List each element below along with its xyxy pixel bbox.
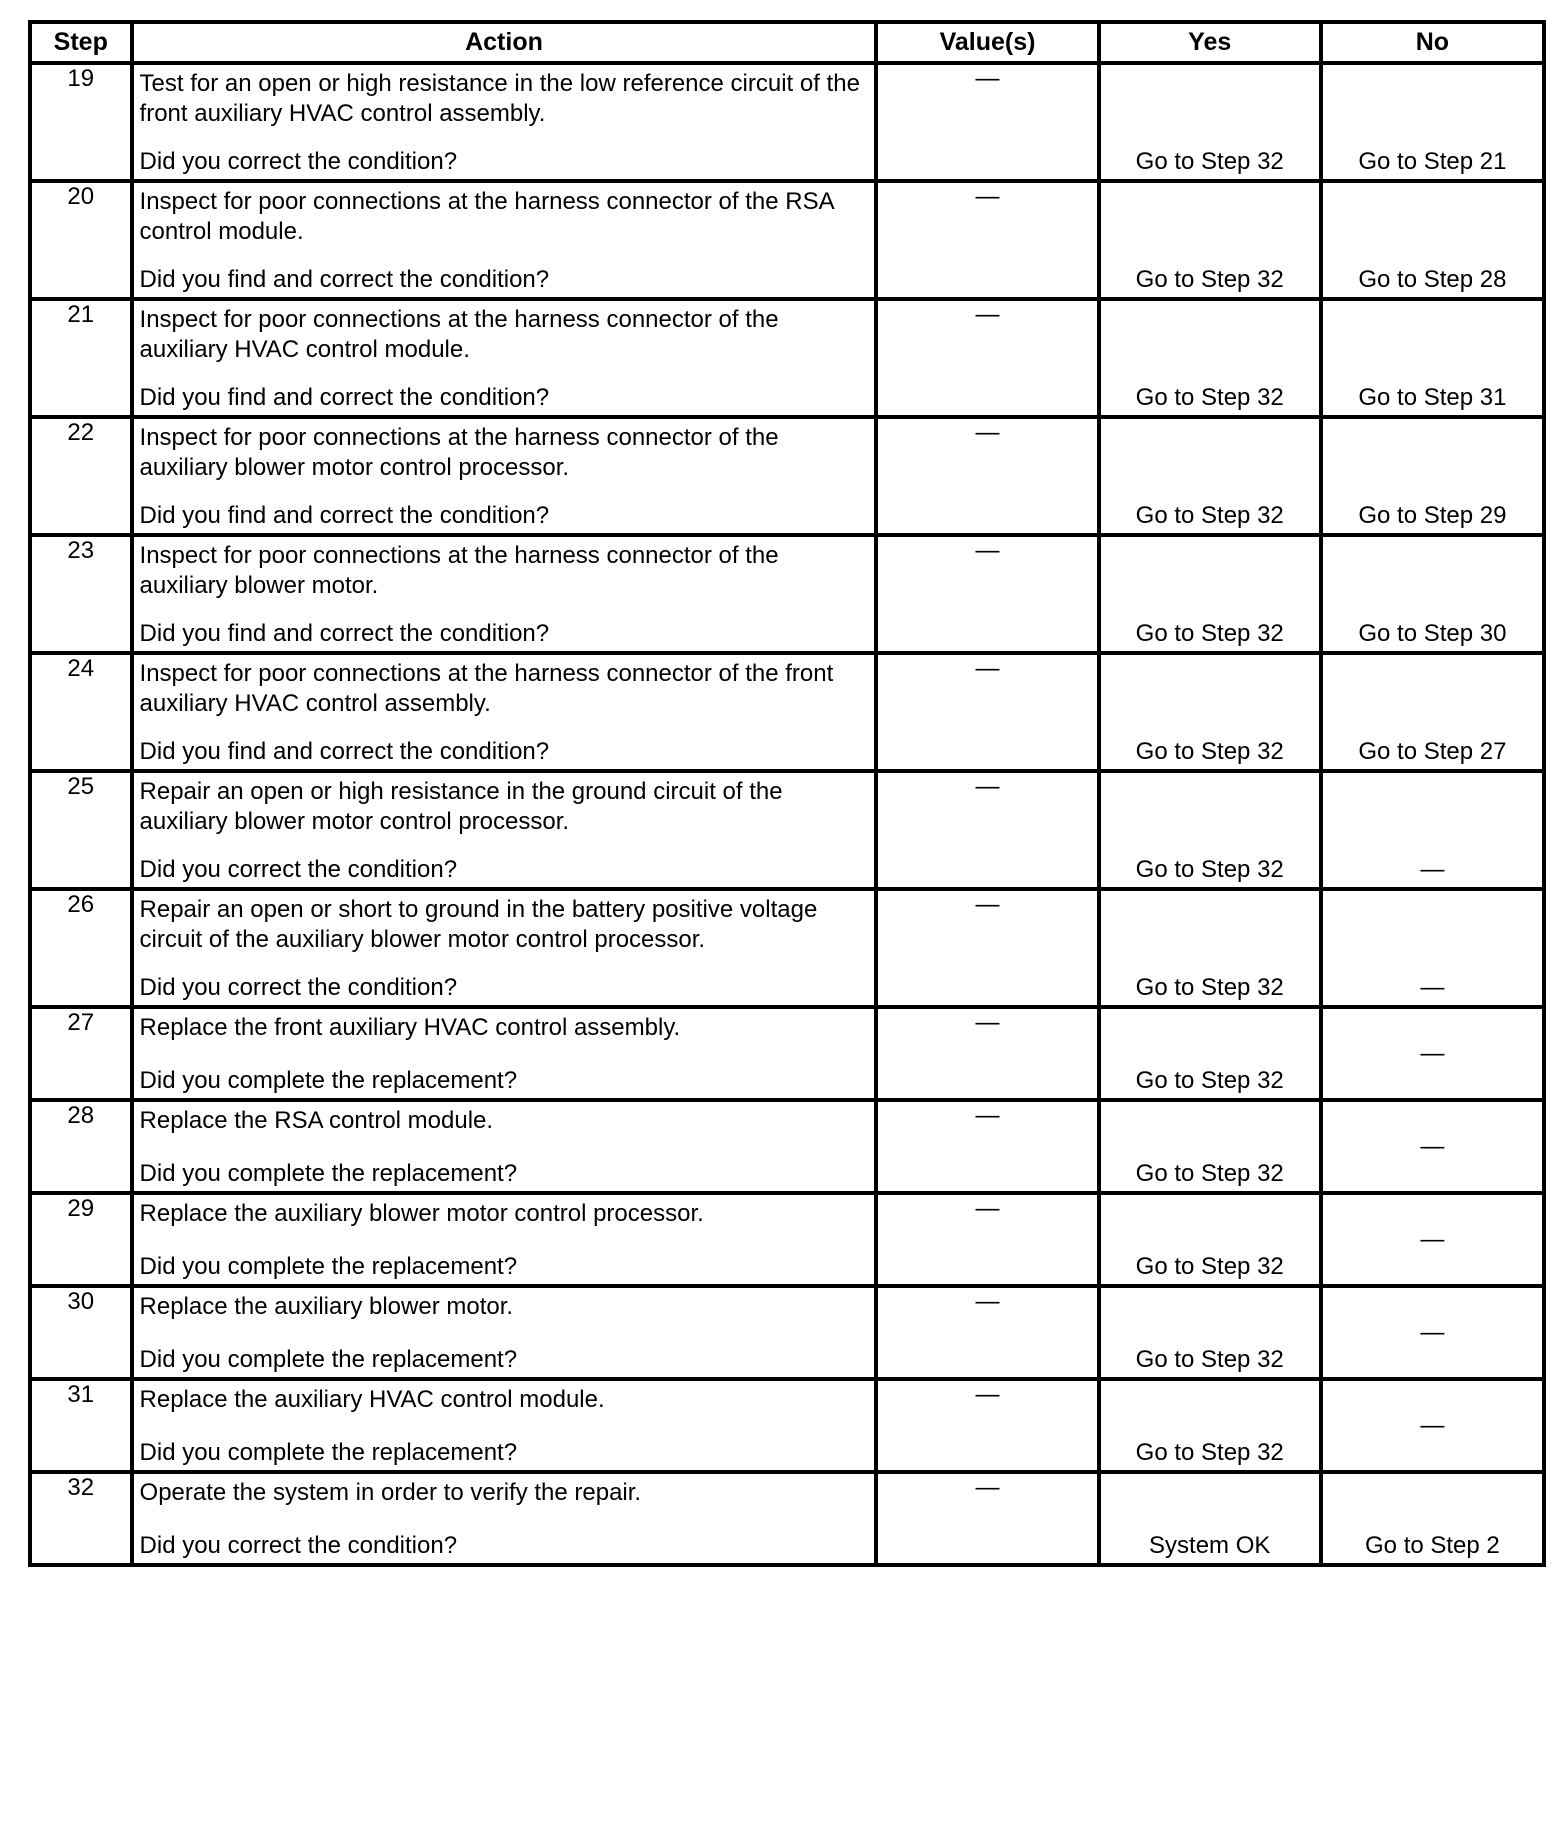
table-row bbox=[30, 771, 1544, 889]
value-cell bbox=[876, 1286, 1098, 1379]
action-question: Did you find and correct the condition? bbox=[139, 502, 550, 529]
action-question: Did you correct the condition? bbox=[139, 974, 458, 1001]
table-row bbox=[30, 653, 1544, 771]
action-content bbox=[134, 655, 875, 769]
action-description: Replace the auxiliary HVAC control module. bbox=[139, 1386, 605, 1413]
no-cell bbox=[1321, 417, 1544, 535]
yes-cell bbox=[1099, 1472, 1321, 1565]
no-cell bbox=[1321, 535, 1544, 653]
no-link: — bbox=[1420, 1039, 1445, 1067]
header-values: Value(s) bbox=[876, 22, 1098, 63]
action-description: Test for an open or high resistance in the low reference circuit of the front auxiliary HVAC control assembly. bbox=[139, 70, 860, 127]
value-cell bbox=[876, 299, 1098, 417]
value-dash: — bbox=[975, 1009, 1000, 1036]
table-row bbox=[30, 1193, 1544, 1286]
yes-link: Go to Step 32 bbox=[1135, 384, 1284, 411]
action-content bbox=[134, 1009, 875, 1098]
yes-content bbox=[1101, 773, 1319, 887]
no-link: Go to Step 30 bbox=[1358, 620, 1507, 647]
value-dash: — bbox=[975, 773, 1000, 800]
step-number: 22 bbox=[67, 419, 95, 446]
table-row bbox=[30, 1007, 1544, 1100]
no-link: — bbox=[1420, 1411, 1445, 1439]
table-row bbox=[30, 181, 1544, 299]
step-number-cell bbox=[30, 653, 132, 771]
step-number: 30 bbox=[67, 1288, 95, 1315]
no-content bbox=[1323, 891, 1542, 1005]
yes-content bbox=[1101, 301, 1319, 415]
no-cell bbox=[1321, 1100, 1544, 1193]
yes-content bbox=[1101, 537, 1319, 651]
action-description: Replace the auxiliary blower motor control processor. bbox=[139, 1200, 704, 1227]
action-cell bbox=[132, 299, 877, 417]
step-number-cell bbox=[30, 1100, 132, 1193]
no-link: Go to Step 31 bbox=[1358, 384, 1507, 411]
step-number: 32 bbox=[67, 1474, 95, 1501]
yes-cell bbox=[1099, 1286, 1321, 1379]
action-question: Did you find and correct the condition? bbox=[139, 384, 550, 411]
no-cell bbox=[1321, 299, 1544, 417]
value-dash: — bbox=[975, 1474, 1000, 1501]
yes-content bbox=[1101, 1102, 1319, 1191]
step-number-cell bbox=[30, 889, 132, 1007]
value-dash: — bbox=[975, 301, 1000, 328]
yes-link: Go to Step 32 bbox=[1135, 1160, 1284, 1187]
value-dash: — bbox=[975, 1381, 1000, 1408]
action-cell bbox=[132, 1007, 877, 1100]
yes-link: Go to Step 32 bbox=[1135, 1253, 1284, 1280]
yes-content bbox=[1101, 655, 1319, 769]
yes-cell bbox=[1099, 535, 1321, 653]
action-question: Did you find and correct the condition? bbox=[139, 620, 550, 647]
table-row bbox=[30, 1379, 1544, 1472]
no-link: Go to Step 29 bbox=[1358, 502, 1507, 529]
action-question: Did you complete the replacement? bbox=[139, 1067, 518, 1094]
no-cell bbox=[1321, 653, 1544, 771]
no-cell bbox=[1321, 771, 1544, 889]
action-cell bbox=[132, 653, 877, 771]
action-content bbox=[134, 183, 875, 297]
no-cell bbox=[1321, 63, 1544, 181]
step-number-cell bbox=[30, 1007, 132, 1100]
no-link: — bbox=[1420, 1318, 1445, 1346]
action-description: Inspect for poor connections at the harness connector of the auxiliary blower motor. bbox=[139, 542, 779, 599]
yes-link: Go to Step 32 bbox=[1135, 738, 1284, 765]
yes-link: Go to Step 32 bbox=[1135, 266, 1284, 293]
header-no: No bbox=[1321, 22, 1544, 63]
yes-content bbox=[1101, 1381, 1319, 1470]
action-question: Did you correct the condition? bbox=[139, 148, 458, 175]
diagnostic-steps-table bbox=[28, 20, 1546, 1567]
value-dash: — bbox=[975, 65, 1000, 92]
action-description: Replace the RSA control module. bbox=[139, 1107, 494, 1134]
value-dash: — bbox=[975, 1195, 1000, 1222]
no-cell bbox=[1321, 1379, 1544, 1472]
value-cell bbox=[876, 1193, 1098, 1286]
yes-content bbox=[1101, 65, 1319, 179]
action-cell bbox=[132, 1472, 877, 1565]
action-description: Inspect for poor connections at the harness connector of the auxiliary HVAC control module. bbox=[139, 306, 779, 363]
value-cell bbox=[876, 417, 1098, 535]
action-question: Did you correct the condition? bbox=[139, 856, 458, 883]
value-dash: — bbox=[975, 419, 1000, 446]
yes-content bbox=[1101, 1195, 1319, 1284]
value-cell bbox=[876, 771, 1098, 889]
step-number-cell bbox=[30, 771, 132, 889]
step-number-cell bbox=[30, 1193, 132, 1286]
yes-cell bbox=[1099, 653, 1321, 771]
action-description: Replace the auxiliary blower motor. bbox=[139, 1293, 514, 1320]
action-cell bbox=[132, 1286, 877, 1379]
no-link: — bbox=[1420, 856, 1445, 883]
yes-cell bbox=[1099, 1193, 1321, 1286]
action-cell bbox=[132, 1193, 877, 1286]
yes-link: Go to Step 32 bbox=[1135, 856, 1284, 883]
yes-content bbox=[1101, 1288, 1319, 1377]
action-description: Replace the front auxiliary HVAC control assembly. bbox=[139, 1014, 681, 1041]
action-cell bbox=[132, 889, 877, 1007]
no-link: Go to Step 28 bbox=[1358, 266, 1507, 293]
step-number-cell bbox=[30, 417, 132, 535]
no-link: Go to Step 2 bbox=[1365, 1532, 1500, 1559]
header-step: Step bbox=[30, 22, 132, 63]
no-content bbox=[1323, 65, 1542, 179]
yes-link: Go to Step 32 bbox=[1135, 1346, 1284, 1373]
action-cell bbox=[132, 181, 877, 299]
value-cell bbox=[876, 535, 1098, 653]
action-question: Did you complete the replacement? bbox=[139, 1439, 518, 1466]
action-description: Repair an open or short to ground in the battery positive voltage circuit of the auxiliary blower motor control processor. bbox=[139, 896, 818, 953]
step-number: 27 bbox=[67, 1009, 95, 1036]
action-description: Operate the system in order to verify the repair. bbox=[139, 1479, 642, 1506]
table-row bbox=[30, 535, 1544, 653]
step-number-cell bbox=[30, 181, 132, 299]
yes-content bbox=[1101, 183, 1319, 297]
yes-cell bbox=[1099, 771, 1321, 889]
table-row bbox=[30, 417, 1544, 535]
no-cell bbox=[1321, 181, 1544, 299]
no-cell bbox=[1321, 1472, 1544, 1565]
yes-link: Go to Step 32 bbox=[1135, 148, 1284, 175]
action-cell bbox=[132, 771, 877, 889]
no-link: — bbox=[1420, 1225, 1445, 1253]
step-number-cell bbox=[30, 1379, 132, 1472]
no-content bbox=[1323, 655, 1542, 769]
no-content bbox=[1323, 537, 1542, 651]
action-question: Did you find and correct the condition? bbox=[139, 738, 550, 765]
yes-link: System OK bbox=[1149, 1532, 1271, 1559]
no-cell bbox=[1321, 1007, 1544, 1100]
step-number-cell bbox=[30, 63, 132, 181]
value-cell bbox=[876, 1007, 1098, 1100]
action-cell bbox=[132, 417, 877, 535]
yes-cell bbox=[1099, 1007, 1321, 1100]
yes-content bbox=[1101, 891, 1319, 1005]
header-yes: Yes bbox=[1099, 22, 1321, 63]
action-question: Did you correct the condition? bbox=[139, 1532, 458, 1559]
action-question: Did you complete the replacement? bbox=[139, 1253, 518, 1280]
table-row bbox=[30, 889, 1544, 1007]
action-cell bbox=[132, 1379, 877, 1472]
yes-link: Go to Step 32 bbox=[1135, 1067, 1284, 1094]
step-number: 20 bbox=[67, 183, 95, 210]
value-cell bbox=[876, 653, 1098, 771]
no-content bbox=[1323, 1009, 1542, 1098]
step-number-cell bbox=[30, 535, 132, 653]
header-row bbox=[30, 22, 1544, 63]
action-question: Did you complete the replacement? bbox=[139, 1160, 518, 1187]
no-link: — bbox=[1420, 974, 1445, 1001]
step-number: 23 bbox=[67, 537, 95, 564]
action-description: Inspect for poor connections at the harness connector of the front auxiliary HVAC control assembly. bbox=[139, 660, 834, 717]
yes-cell bbox=[1099, 181, 1321, 299]
step-number: 28 bbox=[67, 1102, 95, 1129]
yes-cell bbox=[1099, 299, 1321, 417]
yes-content bbox=[1101, 1474, 1319, 1563]
no-cell bbox=[1321, 889, 1544, 1007]
value-cell bbox=[876, 181, 1098, 299]
action-question: Did you complete the replacement? bbox=[139, 1346, 518, 1373]
no-link: Go to Step 21 bbox=[1358, 148, 1507, 175]
no-cell bbox=[1321, 1193, 1544, 1286]
no-content bbox=[1323, 1288, 1542, 1377]
no-content bbox=[1323, 1381, 1542, 1470]
header-action: Action bbox=[132, 22, 877, 63]
value-cell bbox=[876, 1100, 1098, 1193]
action-cell bbox=[132, 1100, 877, 1193]
no-content bbox=[1323, 419, 1542, 533]
no-cell bbox=[1321, 1286, 1544, 1379]
value-cell bbox=[876, 889, 1098, 1007]
yes-link: Go to Step 32 bbox=[1135, 974, 1284, 1001]
action-content bbox=[134, 65, 875, 179]
yes-cell bbox=[1099, 889, 1321, 1007]
action-content bbox=[134, 773, 875, 887]
yes-cell bbox=[1099, 1100, 1321, 1193]
step-number: 19 bbox=[67, 65, 95, 92]
step-number: 26 bbox=[67, 891, 95, 918]
yes-link: Go to Step 32 bbox=[1135, 502, 1284, 529]
step-number: 29 bbox=[67, 1195, 95, 1222]
yes-cell bbox=[1099, 417, 1321, 535]
yes-cell bbox=[1099, 63, 1321, 181]
table-row bbox=[30, 1100, 1544, 1193]
action-content bbox=[134, 1102, 875, 1191]
value-dash: — bbox=[975, 183, 1000, 210]
value-cell bbox=[876, 63, 1098, 181]
no-link: — bbox=[1420, 1132, 1445, 1160]
action-content bbox=[134, 1195, 875, 1284]
yes-link: Go to Step 32 bbox=[1135, 1439, 1284, 1466]
action-content bbox=[134, 1381, 875, 1470]
table-row bbox=[30, 299, 1544, 417]
action-description: Inspect for poor connections at the harness connector of the RSA control module. bbox=[139, 188, 834, 245]
step-number-cell bbox=[30, 299, 132, 417]
table-row bbox=[30, 63, 1544, 181]
value-cell bbox=[876, 1379, 1098, 1472]
yes-content bbox=[1101, 1009, 1319, 1098]
table-row bbox=[30, 1286, 1544, 1379]
no-content bbox=[1323, 301, 1542, 415]
step-number: 31 bbox=[67, 1381, 95, 1408]
value-cell bbox=[876, 1472, 1098, 1565]
value-dash: — bbox=[975, 891, 1000, 918]
value-dash: — bbox=[975, 655, 1000, 682]
action-content bbox=[134, 301, 875, 415]
action-question: Did you find and correct the condition? bbox=[139, 266, 550, 293]
action-content bbox=[134, 537, 875, 651]
action-description: Inspect for poor connections at the harness connector of the auxiliary blower motor control processor. bbox=[139, 424, 779, 481]
no-content bbox=[1323, 183, 1542, 297]
value-dash: — bbox=[975, 1102, 1000, 1129]
action-content bbox=[134, 1474, 875, 1563]
action-cell bbox=[132, 63, 877, 181]
yes-cell bbox=[1099, 1379, 1321, 1472]
no-content bbox=[1323, 1102, 1542, 1191]
step-number-cell bbox=[30, 1472, 132, 1565]
no-content bbox=[1323, 1474, 1542, 1563]
step-number-cell bbox=[30, 1286, 132, 1379]
action-cell bbox=[132, 535, 877, 653]
value-dash: — bbox=[975, 537, 1000, 564]
step-number: 21 bbox=[67, 301, 95, 328]
action-content bbox=[134, 419, 875, 533]
no-content bbox=[1323, 1195, 1542, 1284]
table-row bbox=[30, 1472, 1544, 1565]
no-content bbox=[1323, 773, 1542, 887]
step-number: 25 bbox=[67, 773, 95, 800]
action-content bbox=[134, 1288, 875, 1377]
step-number: 24 bbox=[67, 655, 95, 682]
action-description: Repair an open or high resistance in the ground circuit of the auxiliary blower motor control processor. bbox=[139, 778, 783, 835]
action-content bbox=[134, 891, 875, 1005]
yes-content bbox=[1101, 419, 1319, 533]
yes-link: Go to Step 32 bbox=[1135, 620, 1284, 647]
value-dash: — bbox=[975, 1288, 1000, 1315]
no-link: Go to Step 27 bbox=[1358, 738, 1507, 765]
